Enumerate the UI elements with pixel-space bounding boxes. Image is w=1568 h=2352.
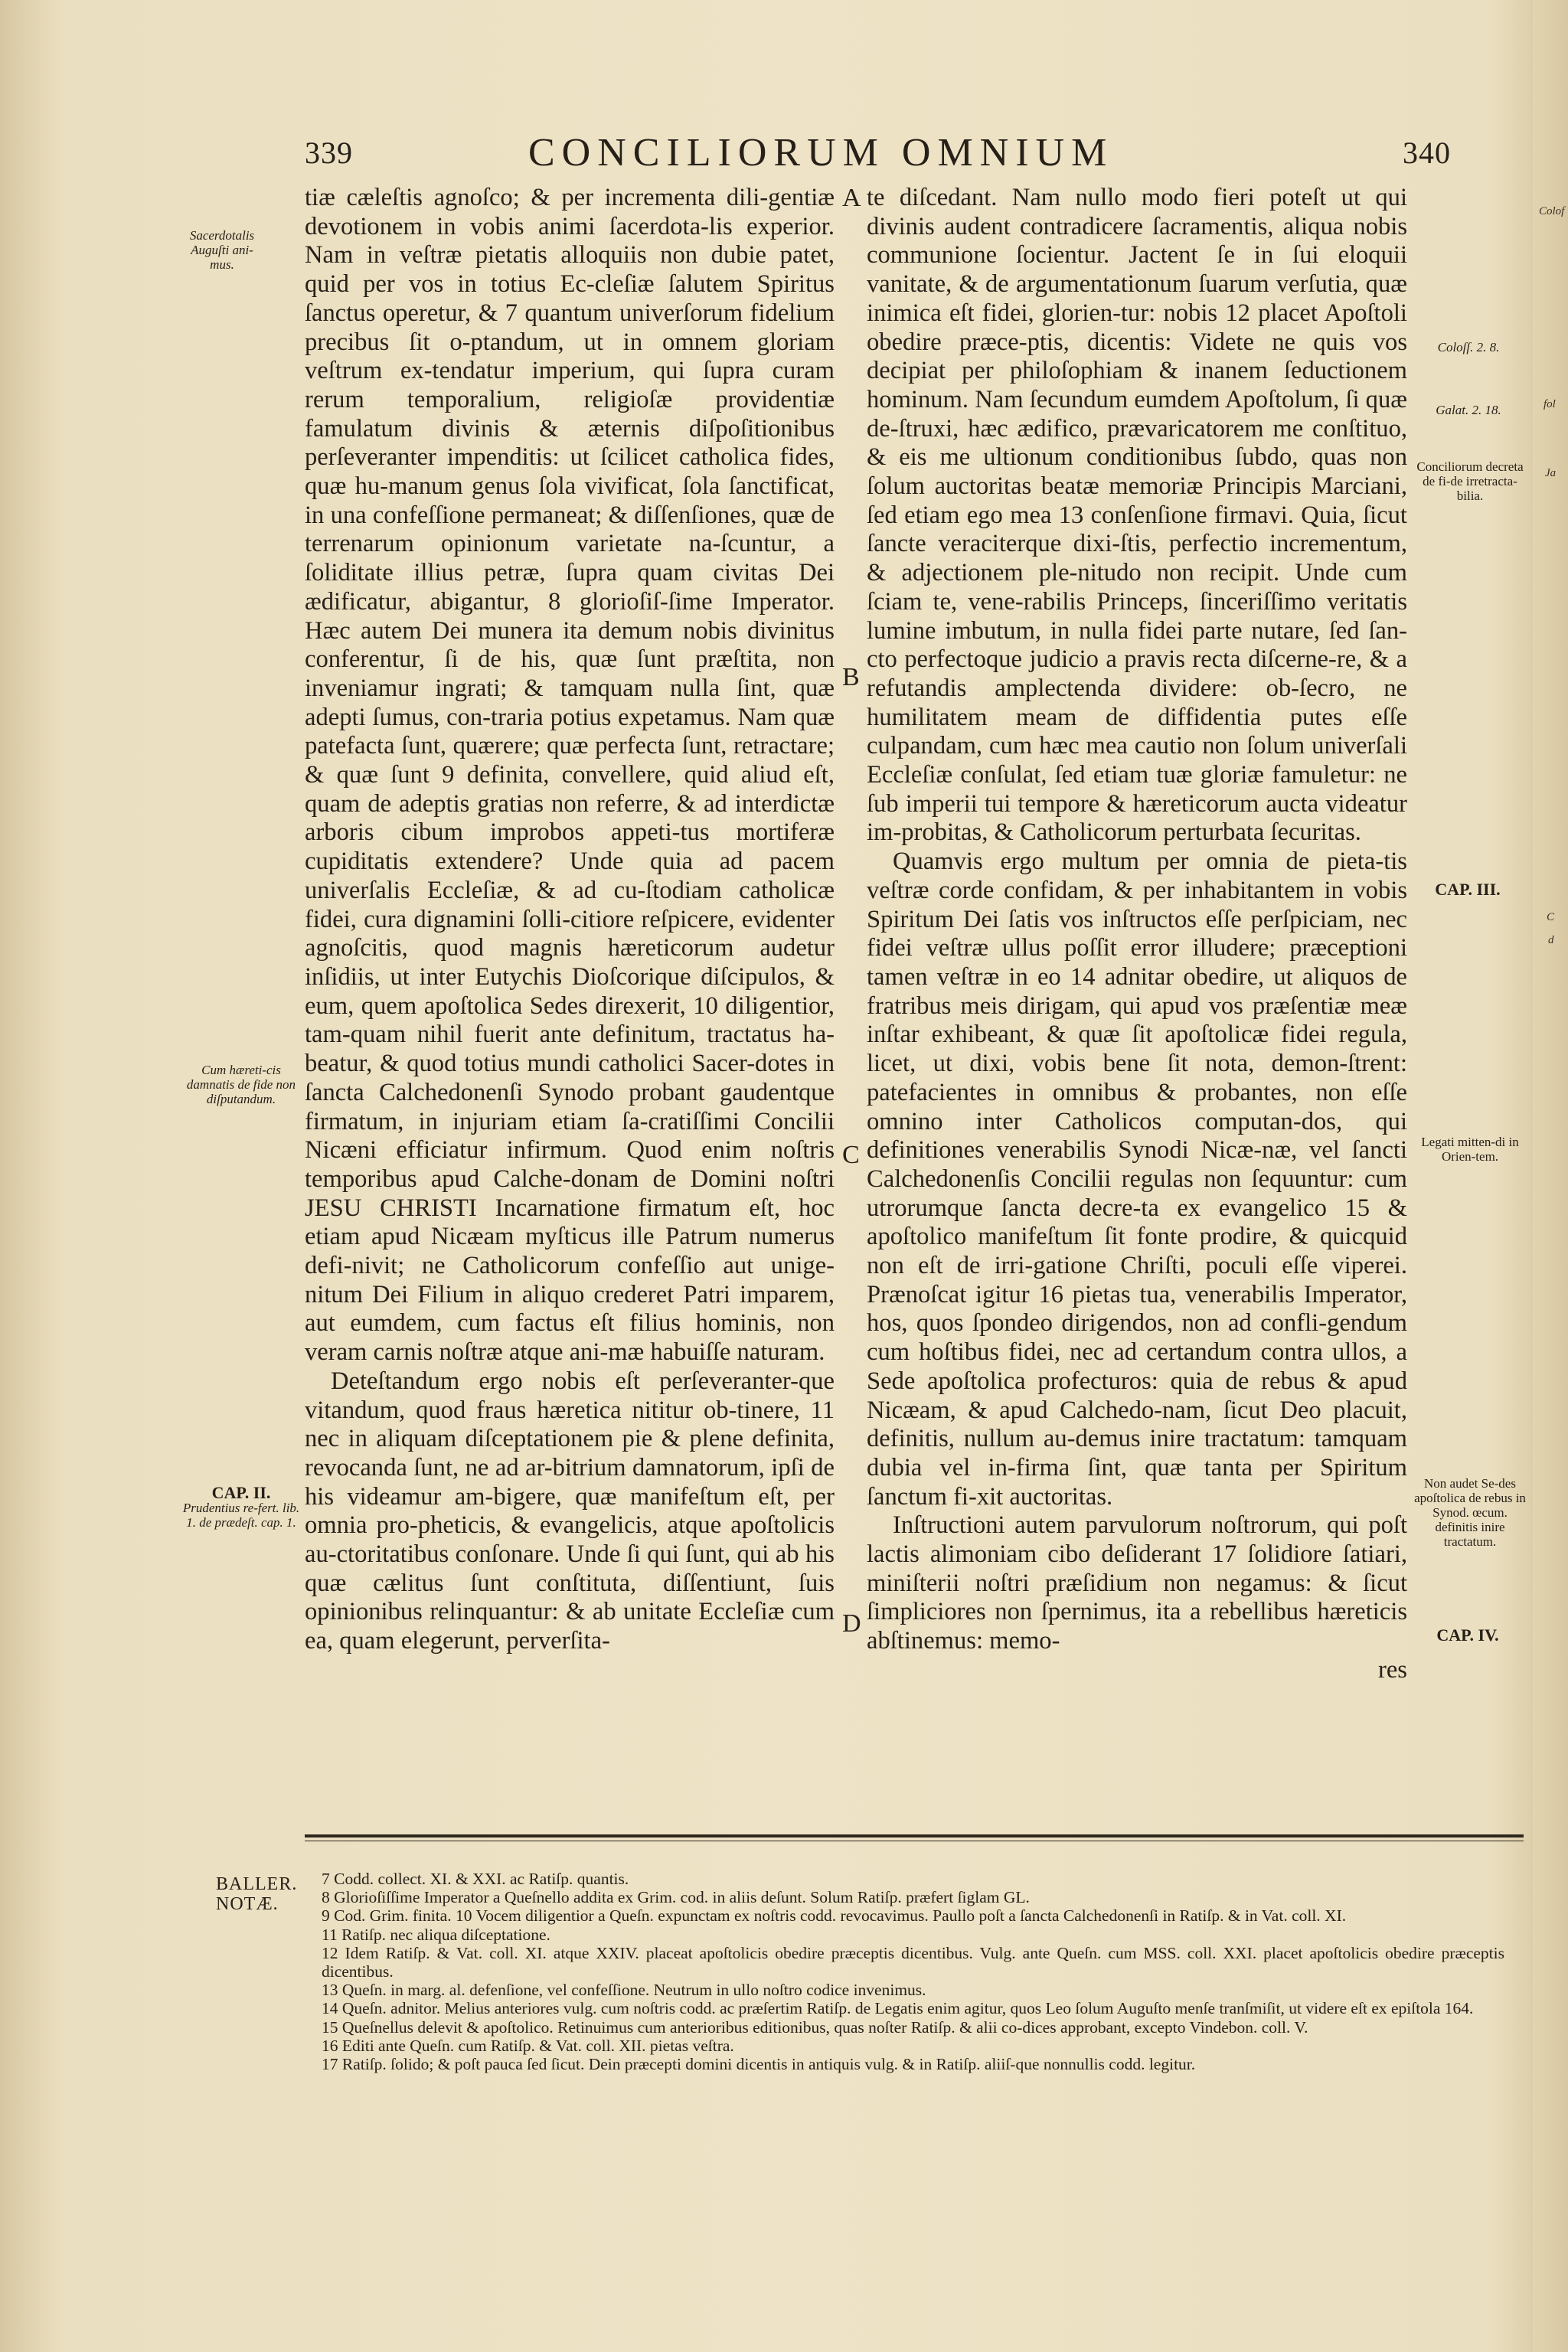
margin-note: Legati mitten-di in Orien-tem. — [1421, 1135, 1519, 1164]
paragraph: tiæ cæleſtis agnoſco; & per incrementa dili-gentiæ devotionem in vobis animi ſacerdota-lis experior. Nam in veſtræ pietatis alloquiis non dubie patet, quid per vos in totius Ec-cleſiæ ſalutem Spiritus ſanctus operetur, & 7 quantum univerſorum fidelium precibus ſit o-ptandum, ut in omnem gloriam veſtrum ex-tendatur imperium, qui ſupra curam rerum temporalium, religioſæ providentiæ famulatum divinis & æternis diſpoſitionibus perſeveranter impenditis: ut ſcilicet catholica fides, quæ hu-manum genus ſola vivificat, ſola ſanctificat, in una confeſſione permaneat; & diſſenſiones, quæ de terrenarum opinionum varietate na-ſcuntur, a ſoliditate illius petræ, ſupra quam civitas Dei ædificatur, abigantur, 8 glorioſiſ-ſime Imperator. Hæc autem Dei munera ita demum nobis divinitus conferentur, ſi de his, quæ ſunt præſtita, non inveniamur ingrati; & tamquam nulla ſint, quæ adepti ſumus, con-traria potius expetamus. Nam quæ patefacta ſunt, quærere; quæ perfecta ſunt, retractare; & quæ ſunt 9 definita, convellere, quid aliud eſt, quam de adeptis gratias non referre, & ad interdictæ arboris cibum improbos appeti-tus mortiferæ cupiditatis extendere? Unde quia ad pacem univerſalis Eccleſiæ, & ad cu-ſtodiam catholicæ fidei, cura dignamini ſolli-citiore reſpicere, evidenter agnoſcitis, quod magnis hæreticorum audetur inſidiis, ut inter Eutychis Dioſcorique diſcipulos, & eum, quem apoſtolica Sedes direxerit, 10 diligentior, tam-quam nihil fuerit ante definitum, tractatus ha-beatur, & quod totius mundi catholici Sacer-dotes in ſancta Calchedonenſi Synodo probant gaudentque firmatum, in injuriam etiam ſa-cratiſſimi Concilii Nicæni efficiatur infirmum. Quod enim noſtris temporibus apud Calche-donam de Domini noſtri JESU CHRISTI Incarnatione firmatum eſt, hoc etiam apud Nicæam myſticus ille Patrum numerus defi-nivit; ne Catholicorum confeſſio aut unige-nitum Dei Filium in aliquo crederet Patri imparem, aut eumdem, cum factus eſt filius hominis, non veram carnis noſtræ atque ani-mæ habuiſſe naturam. — [305, 184, 835, 1367]
catchword: res — [1378, 1655, 1407, 1684]
footnote: 17 Ratiſp. ſolido; & poſt pauca ſed ſicut. Dein præcepti domini dicentis in antiquis vulg. & in Ratiſp. aliiſ-que nonnullis codd. legitur. — [322, 2055, 1196, 2074]
margin-reference: Coloſſ. 2. 8. — [1437, 340, 1500, 354]
margin-note: Prudentius re-fert. lib. 1. de prædeſt. cap. 1. — [182, 1501, 300, 1530]
margin-note: Cum hæreti-cis damnatis de fide non diſputandum. — [186, 1063, 296, 1106]
margin-reference: Galat. 2. 18. — [1436, 403, 1501, 417]
left-page-number: 339 — [305, 136, 353, 170]
bleed-mark: C — [1547, 911, 1555, 923]
margin-note: Sacerdotalis Auguſti ani-mus. — [189, 228, 255, 272]
section-letter-c: C — [842, 1141, 860, 1169]
footnote: 15 Queſnellus delevit & apoſtolico. Retinuimus cum anterioribus editionibus, quas noſter Ratiſp. & alii co-dices approbant, excepto Vindebon. coll. V. — [322, 2017, 1308, 2037]
margin-note: Conciliorum decreta de fi-de irretracta-bilia. — [1416, 459, 1524, 503]
right-page-number: 340 — [1403, 136, 1451, 170]
footnote: 11 Ratiſp. nec aliqua diſceptatione. — [322, 1925, 550, 1944]
editor-notes — [322, 1870, 1504, 2073]
right-text-column — [867, 184, 1407, 1685]
footnote-rule — [305, 1834, 1524, 1838]
footnote: 8 Glorioſiſſime Imperator a Queſnello addita ex Grim. cod. in aliis deſunt. Solum Ratiſp. præfert ſiglam GL. — [322, 1888, 1030, 1907]
bleed-mark: d — [1548, 934, 1554, 946]
footnote: 9 Cod. Grim. finita. 10 Vocem diligentior a Queſn. expunctam ex noſtris codd. revocavimus. Paullo poſt a ſancta Calchedonenſi in Ratiſp. & in Vat. coll. XI. — [322, 1906, 1347, 1926]
footnote: 16 Editi ante Queſn. cum Ratiſp. & Vat. coll. XII. pietas veſtra. — [322, 2036, 734, 2055]
chapter-mark: CAP. IV. — [1436, 1625, 1499, 1645]
footnote: 12 Idem Ratiſp. & Vat. coll. XI. atque XXIV. placeat apoſtolicis obedire præceptis dicentibus. Vulg. ante Queſn. cum MSS. coll. XXI. placet apoſtolicis obedire præceptis dicentibus. — [322, 1943, 1504, 1981]
chapter-mark: CAP. III. — [1435, 880, 1501, 899]
bleed-mark: Colof — [1539, 205, 1565, 217]
section-letter-b: B — [842, 663, 860, 691]
bleed-mark: fol — [1544, 398, 1556, 410]
margin-note: Non audet Se-des apoſtolica de rebus in Synod. œcum. definitis inire tractatum. — [1414, 1476, 1526, 1549]
left-text-column — [305, 184, 835, 1656]
paragraph: Quamvis ergo multum per omnia de pieta-tis veſtræ corde confidam, & per inhabitantem in vobis Spiritum Dei ſatis vos inſtructos eſſe perſpiciam, nec fidei veſtræ ullus poſſit error illudere; præceptioni tamen veſtræ in eo 14 adnitar obedire, ut aliquos de fratribus meis dirigam, qui apud vos præſentiæ meæ inſtar exhibeant, & quæ ſit apoſtolicæ fidei regula, licet, ut dixi, vobis bene ſit nota, demon-ſtrent: patefacientes in omnibus & probantes, non eſſe omnino inter Catholicos computan-dos, qui definitiones venerabilis Synodi Nicæ-næ, vel ſancti Calchedonenſis Concilii regulas non ſequuntur: cum utrorumque ſancta decre-ta ex evangelico 15 & apoſtolico manifeſtum ſit fonte prodire, & quicquid non eſt de irri-gatione Chriſti, poculi eſſe viperei. Prænoſcat igitur 16 pietas tua, venerabilis Imperator, hos, quos ſpondeo dirigendos, non ad confli-gendum cum hoſtibus fidei, nec ad certandum contra ullos, a Sede apoſtolica profecturos: quia de rebus & apud Nicæam, & apud Calchedo-nam, ſicut Deo placuit, definitis, nullum au-demus inire tractatum: tamquam dubia vel in-firma ſint, quæ tanta per Spiritum ſanctum fi-xit auctoritas. — [867, 848, 1407, 1511]
notes-label: BALLER. NOTÆ. — [216, 1874, 298, 1914]
paragraph: Deteſtandum ergo nobis eſt perſeveranter-que vitandum, quod fraus hæretica nititur ob-tinere, 11 nec in aliquam diſceptationem pie & plene definita, revocanda ſunt, ne ad ar-bitrium damnatorum, ipſi de his videamur am-bigere, quæ manifeſtum eſt, per omnia pro-pheticis, & evangelicis, atque apoſtolicis au-ctoritatibus conſonare. Unde ſi qui ſunt, qui ab his quæ cælitus ſunt conſtituta, diſſentiunt, ſuis opinionibus relinquantur: & ab unitate Eccleſiæ cum ea, quam elegerunt, perverſita- — [305, 1367, 835, 1655]
footnote: 14 Queſn. adnitor. Melius anteriores vulg. cum noſtris codd. ac præſertim Ratiſp. de Legatis enim agitur, quos Leo ſolum Auguſto menſe tranſmiſit, ut videre eſt ex epiſtola 164. — [322, 1999, 1474, 2018]
section-letter-d: D — [842, 1609, 861, 1638]
section-letter-a: A — [842, 184, 861, 212]
paragraph: te diſcedant. Nam nullo modo fieri poteſt ut qui divinis audent contradicere ſacramentis, aliqua nobis communione ſocientur. Jactent ſe in ſui eloquii vanitate, & de argumentationum ſuarum verſutia, quæ inimica eſt fidei, glorien-tur: nobis 12 placet Apoſtoli obedire præce-ptis, dicentis: Videte ne quis vos decipiat per philoſophiam & inanem ſeductionem hominum. Nam ſecundum eumdem Apoſtolum, ſi quæ de-ſtruxi, hæc ædifico, prævaricatorem me conſtituo, & eis me ultionum conditionibus ſubdo, quas non ſolum auctoritas beatæ memoriæ Principis Marciani, ſed etiam ego mea 13 conſenſione firmavi. Quia, ſicut ſancte veraciterque dixi-ſtis, perfectio incrementum, & adjectionem ple-nitudo non recipit. Unde cum ſciam te, vene-rabilis Princeps, ſinceriſſimo veritatis lumine imbutum, in nulla fidei parte nutare, ſed ſan-cto perfectoque judicio a pravis recta diſcerne-re, & a refutandis amplectenda dividere: ob-ſecro, ne humilitatem meam de diffidentia putes eſſe culpandam, cum hæc mea cautio non ſolum univerſali Eccleſiæ conſulat, ſed etiam tuæ gloriæ famuletur: ne ſub imperii tui tempore & hæreticorum aucta videatur im-probitas, & Catholicorum perturbata ſecuritas. — [867, 184, 1407, 847]
chapter-mark: CAP. II. — [211, 1483, 271, 1502]
running-title: CONCILIORUM OMNIUM — [528, 131, 1114, 175]
paragraph: Inſtructioni autem parvulorum noſtrorum, qui poſt lactis alimoniam cibo deſiderant 17 ſolidiore ſatiari, miniſterii noſtri præſidium non negamus: & ſicut ſimpliciores non ſpernimus, ita a rebellibus hæreticis abſtinemus: memo- — [867, 1511, 1407, 1655]
facing-page-edge — [1533, 0, 1568, 2352]
footnote: 13 Queſn. in marg. al. defenſione, vel confeſſione. Neutrum in ullo noſtro codice invenimus. — [322, 1981, 926, 2000]
footnote: 7 Codd. collect. XI. & XXI. ac Ratiſp. quantis. — [322, 1870, 629, 1888]
bleed-mark: Ja — [1545, 467, 1557, 479]
